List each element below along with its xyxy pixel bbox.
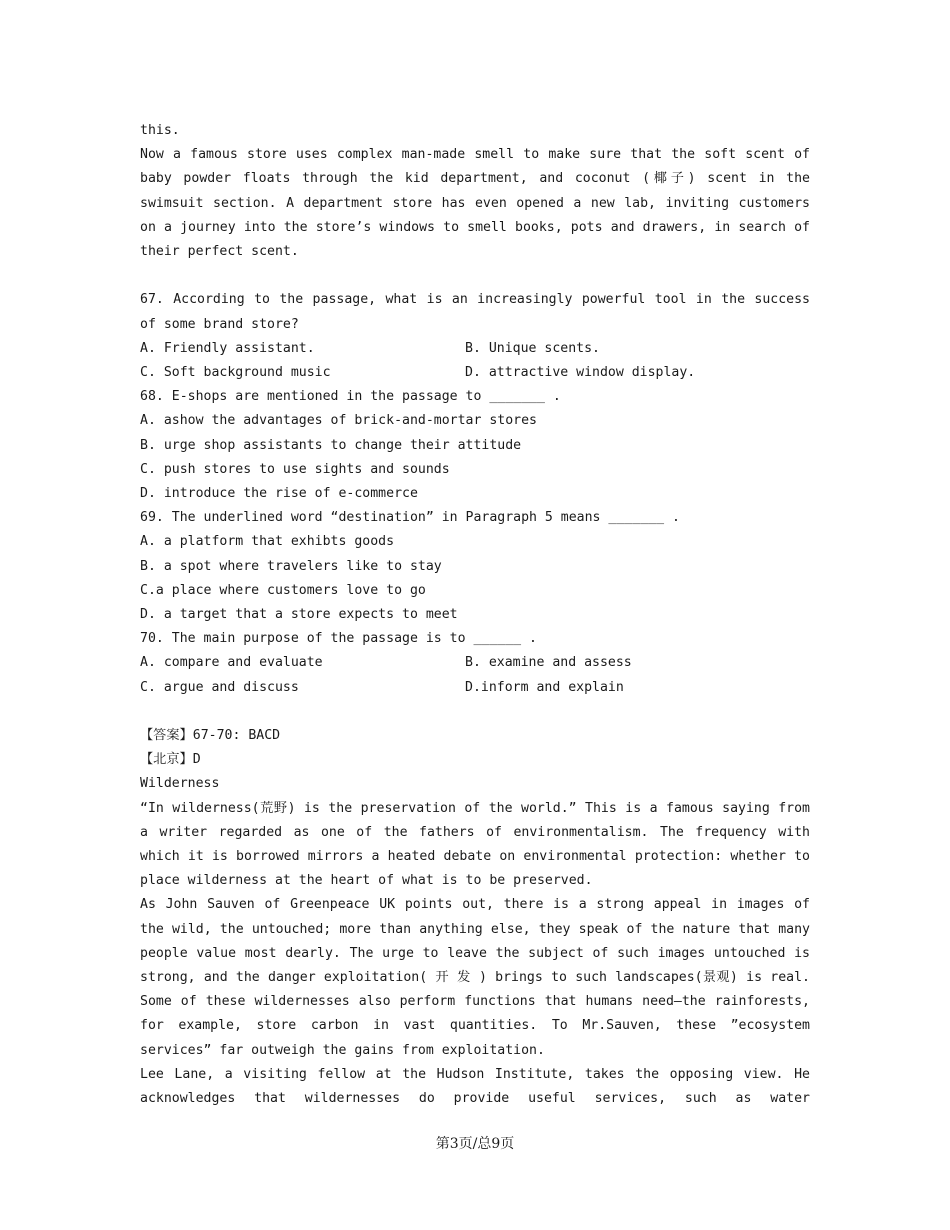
option-67-d: D. attractive window display. [465,365,696,381]
question-70-options-row-2 [140,676,810,700]
question-67-options-row-1 [140,337,810,361]
blank-line [140,700,810,724]
wilderness-paragraph-1: “In wilderness(荒野) is the preservation of the world.” This is a famous saying from a writer regarded as one of the fathers of environmentalism. The frequency with which it is borrowed mirrors a heated debate on environmental protection: whether to place wilderness at the heart of what is to be preserved. [140,800,810,889]
option-69-b: B. a spot where travelers like to stay [140,558,442,574]
option-70-d: D.inform and explain [465,679,624,695]
wilderness-paragraph-2: As John Sauven of Greenpeace UK points out, there is a strong appeal in images of the wild, the untouched; more than anything else, they speak of the nature that many people value most dearly. The urge to leave the subject of such images untouched is strong, and the danger exploitation( 开 发 ) brings to such landscapes(景观) is real. Some of these wildernesses also perform functions that humans need—the rainforests, for example, store carbon in vast quantities. To Mr.Sauven, these ”ecosystem services” far outweigh the gains from exploitation. [140,897,810,1058]
passage-line: this. [140,123,180,138]
option-68-b: B. urge shop assistants to change their attitude [140,437,522,453]
passage-paragraph: Now a famous store uses complex man-made smell to make sure that the soft scent of baby powder floats through the kid department, and coconut (椰子) scent in the swimsuit section. A department store has even opened a new lab, inviting customers on a journey into the store’s windows to smell books, pots and drawers, in search of their perfect scent. [140,147,810,260]
answer-line: 【答案】67-70: BACD [140,728,281,744]
option-67-c: C. Soft background music [140,365,331,381]
option-68-c: C. push stores to use sights and sounds [140,461,450,477]
question-68-stem: 68. E-shops are mentioned in the passage to _______ . [140,389,561,405]
option-67-b: B. Unique scents. [465,340,600,356]
question-69-stem: 69. The underlined word “destination” in Paragraph 5 means _______ . [140,510,680,526]
wilderness-paragraph-3: Lee Lane, a visiting fellow at the Hudson Institute, takes the opposing view. He acknowledges that wildernesses do provide useful services, such as water [140,1066,810,1107]
option-70-a: A. compare and evaluate [140,655,323,671]
option-70-b: B. examine and assess [465,655,632,671]
option-68-d: D. introduce the rise of e-commerce [140,486,418,502]
question-67-stem: 67. According to the passage, what is an increasingly powerful tool in the success of some brand store? [140,292,810,332]
option-67-a: A. Friendly assistant. [140,340,315,356]
option-69-a: A. a platform that exhibts goods [140,534,395,550]
option-69-c: C.a place where customers love to go [140,582,426,598]
question-67-options-row-2 [140,361,810,385]
source-line: 【北京】D [140,752,201,768]
question-70-options-row-1 [140,651,810,675]
question-70-stem: 70. The main purpose of the passage is to ______ . [140,631,537,647]
option-68-a: A. ashow the advantages of brick-and-mortar stores [140,413,537,429]
blank-line [140,264,810,288]
page-footer: 第3页/总9页 [435,1136,515,1152]
document-body [140,119,810,1111]
passage-title: Wilderness [140,776,220,792]
option-69-d: D. a target that a store expects to meet [140,607,458,623]
option-70-c: C. argue and discuss [140,679,299,695]
